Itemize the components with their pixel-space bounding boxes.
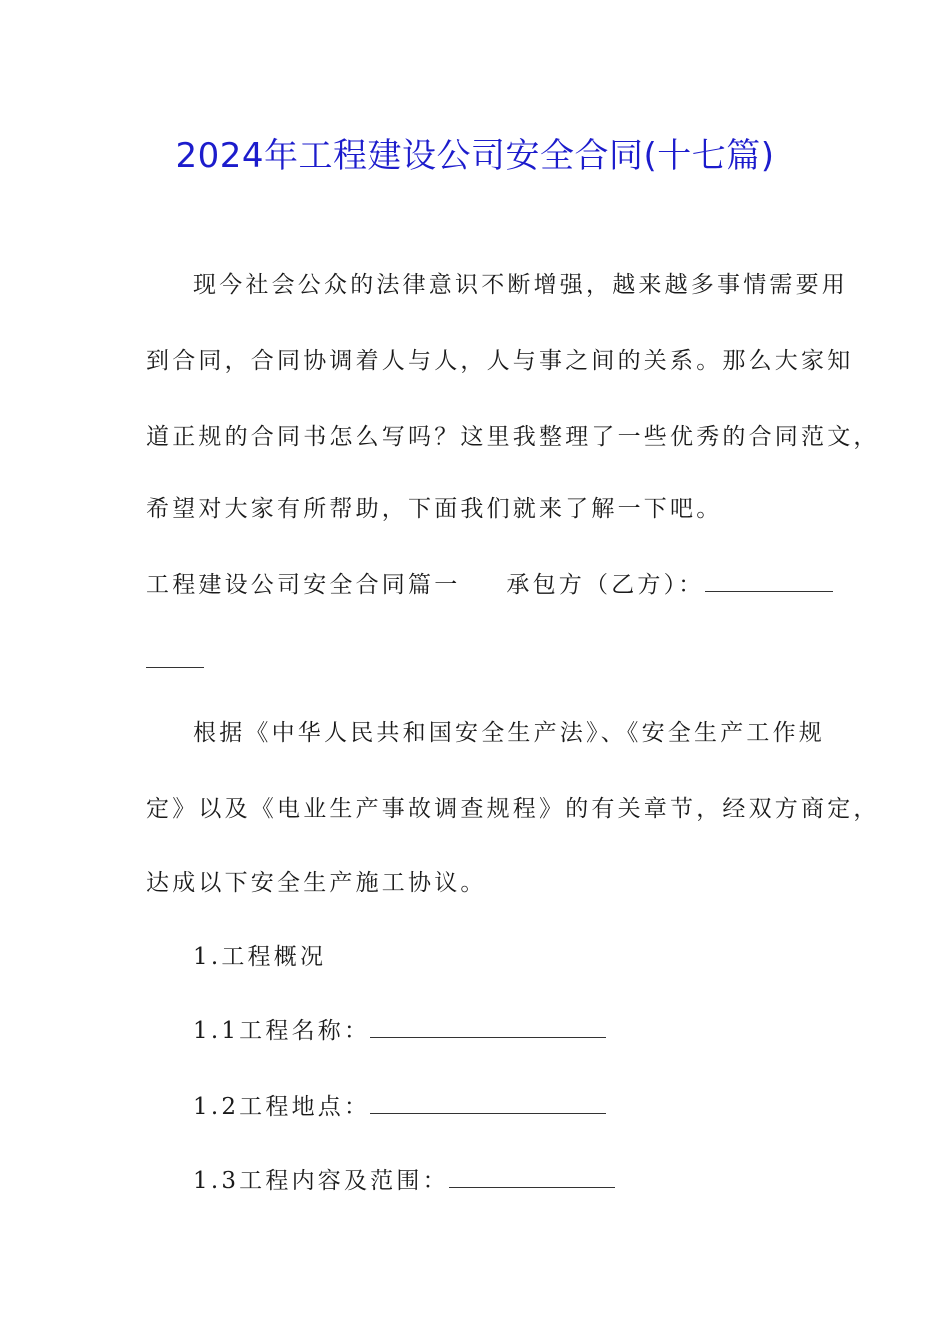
section-heading-line [146,570,833,600]
contractor-label: 承包方（乙方）： [506,572,705,598]
document-title: 2024年工程建设公司安全合同(十七篇) [175,136,775,176]
project-name-label: 1.1工程名称： [193,1018,371,1044]
item-project-name-line [193,1016,606,1046]
project-location-blank [370,1093,606,1114]
basis-line-1: 根据《中华人民共和国安全生产法》、《安全生产工作规 [193,720,825,746]
intro-line-1: 现今社会公众的法律意识不断增强，越来越多事情需要用 [193,272,848,298]
contractor-blank-tail [146,647,204,668]
item-overview: 1.工程概况 [193,944,327,970]
intro-line-2: 到合同，合同协调着人与人，人与事之间的关系。那么大家知 [146,348,854,374]
contractor-blank [705,571,833,592]
item-project-location-line [193,1092,606,1122]
basis-line-2: 定》以及《电业生产事故调查规程》的有关章节，经双方商定， [146,796,880,822]
basis-line-3: 达成以下安全生产施工协议。 [146,870,487,896]
intro-line-4: 希望对大家有所帮助，下面我们就来了解一下吧。 [146,496,723,522]
intro-line-3: 道正规的合同书怎么写吗？这里我整理了一些优秀的合同范文， [146,424,880,450]
section-heading: 工程建设公司安全合同篇一 [146,572,461,598]
project-location-label: 1.2工程地点： [193,1094,371,1120]
project-name-blank [370,1017,606,1038]
project-scope-label: 1.3工程内容及范围： [193,1168,449,1194]
project-scope-blank [449,1167,615,1188]
item-project-scope-line [193,1166,615,1196]
contractor-blank-continued [146,646,204,676]
